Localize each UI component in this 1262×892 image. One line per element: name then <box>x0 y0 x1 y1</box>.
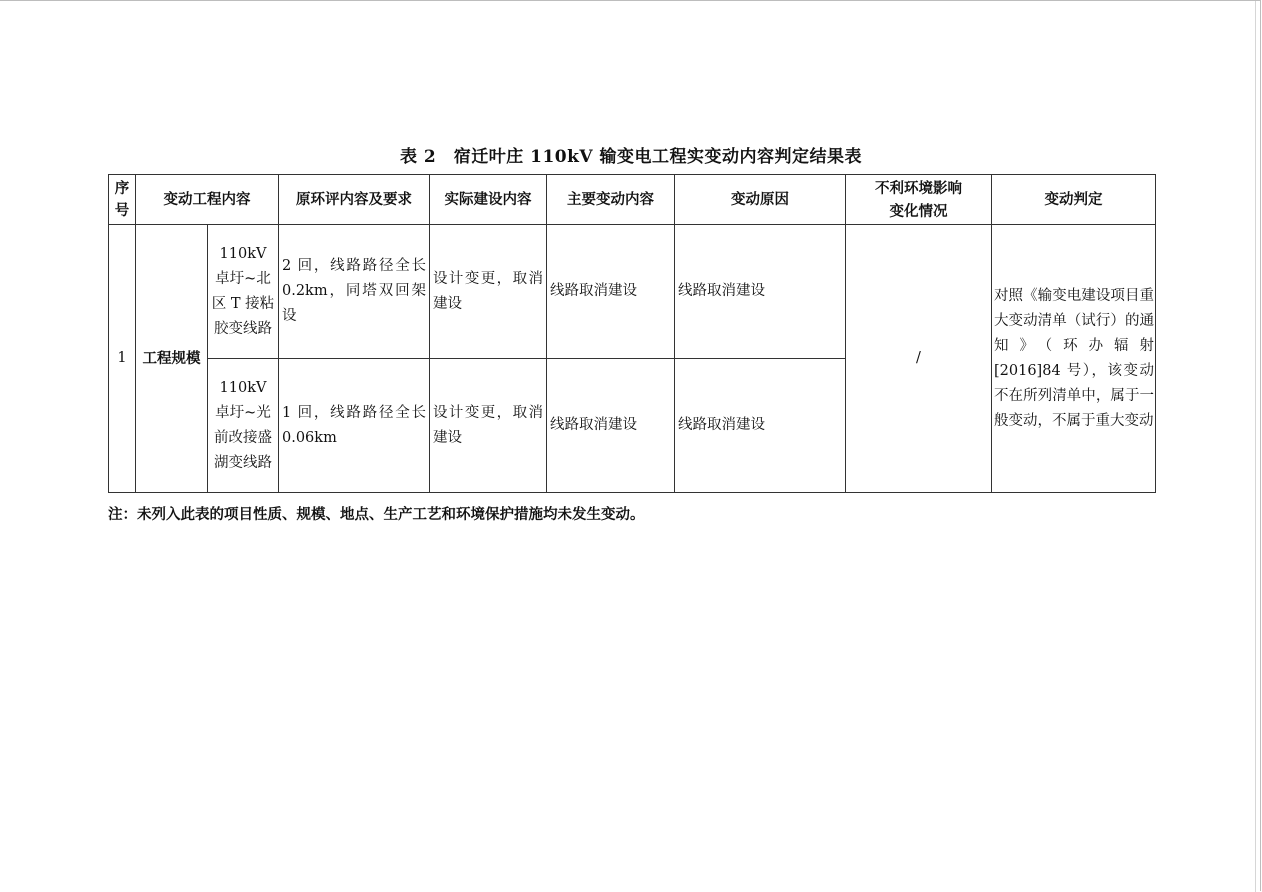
header-main-change: 主要变动内容 <box>547 175 675 225</box>
table-note: 注：未列入此表的项目性质、规模、地点、生产工艺和环境保护措施均未发生变动。 <box>108 506 645 523</box>
change-judgement-table <box>108 174 1156 493</box>
header-judgement: 变动判定 <box>992 175 1156 225</box>
cell-seq: 1 <box>109 225 136 493</box>
cell-env-impact: / <box>846 225 992 493</box>
cell-line-name: 110kV 卓圩~北区 T 接粘胶变线路 <box>208 225 279 359</box>
table-header-row <box>109 175 1156 225</box>
header-env-impact: 不利环境影响变化情况 <box>846 175 992 225</box>
cell-main-change: 线路取消建设 <box>547 225 675 359</box>
cell-original: 2 回，线路路径全长 0.2km，同塔双回架设 <box>279 225 430 359</box>
header-reason: 变动原因 <box>675 175 846 225</box>
cell-line-name: 110kV 卓圩~光前改接盛湖变线路 <box>208 359 279 493</box>
cell-main-change: 线路取消建设 <box>547 359 675 493</box>
header-item: 变动工程内容 <box>136 175 279 225</box>
table-title: 表 2 宿迁叶庄 110kV 输变电工程实变动内容判定结果表 <box>399 147 863 167</box>
cell-category: 工程规模 <box>136 225 208 493</box>
header-seq: 序号 <box>109 175 136 225</box>
cell-actual: 设计变更，取消建设 <box>430 225 547 359</box>
header-actual: 实际建设内容 <box>430 175 547 225</box>
cell-judgement: 对照《输变电建设项目重大变动清单（试行）的通知》（环办辐射[2016]84 号），该变动不在所列清单中，属于一般变动，不属于重大变动 <box>992 225 1156 493</box>
table-row <box>109 225 1156 359</box>
cell-reason: 线路取消建设 <box>675 359 846 493</box>
cell-actual: 设计变更，取消建设 <box>430 359 547 493</box>
cell-original: 1 回，线路路径全长 0.06km <box>279 359 430 493</box>
header-original: 原环评内容及要求 <box>279 175 430 225</box>
cell-reason: 线路取消建设 <box>675 225 846 359</box>
